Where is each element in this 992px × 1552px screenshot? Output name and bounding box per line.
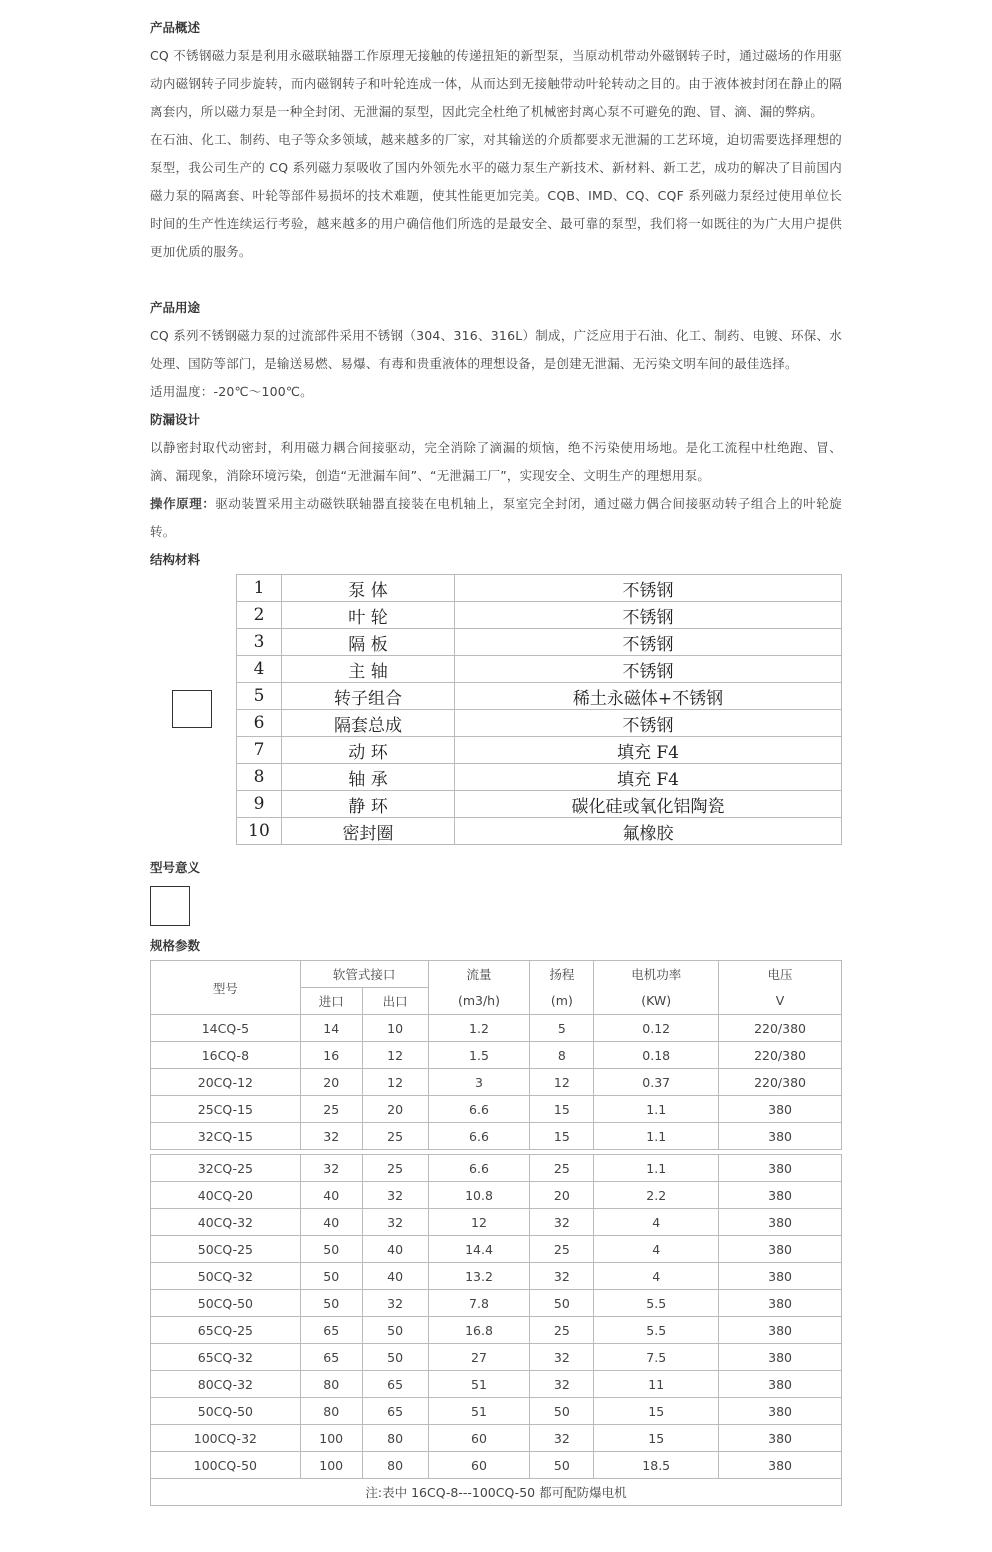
- spec-inlet: 65: [300, 1317, 362, 1344]
- product-content: [150, 14, 842, 1506]
- spec-flow: 16.8: [428, 1317, 530, 1344]
- structure-material: 碳化硅或氧化铝陶瓷: [455, 791, 842, 818]
- spec-power: 4: [594, 1209, 719, 1236]
- spec-inlet: 100: [300, 1452, 362, 1479]
- spec-outlet: 12: [362, 1069, 428, 1096]
- spec-voltage: 380: [719, 1123, 842, 1150]
- spec-inlet: 100: [300, 1425, 362, 1452]
- spec-power: 1.1: [594, 1096, 719, 1123]
- spec-head: 12: [530, 1069, 594, 1096]
- spec-power: 11: [594, 1371, 719, 1398]
- structure-heading: 结构材料: [150, 552, 201, 567]
- spec-outlet: 25: [362, 1123, 428, 1150]
- spec-row: [151, 1344, 842, 1371]
- spec-inlet: 80: [300, 1371, 362, 1398]
- spec-flow: 14.4: [428, 1236, 530, 1263]
- structure-material: 不锈钢: [455, 602, 842, 629]
- spec-inlet: 50: [300, 1263, 362, 1290]
- spec-row: [151, 1371, 842, 1398]
- spec-model: 100CQ-50: [151, 1452, 301, 1479]
- spec-voltage: 380: [719, 1344, 842, 1371]
- spec-head: 25: [530, 1236, 594, 1263]
- spec-outlet: 20: [362, 1096, 428, 1123]
- spec-model: 50CQ-50: [151, 1398, 301, 1425]
- spec-flow: 27: [428, 1344, 530, 1371]
- structure-part: 隔套总成: [282, 710, 455, 737]
- structure-part: 叶 轮: [282, 602, 455, 629]
- spec-head: 32: [530, 1209, 594, 1236]
- spec-header-row: [151, 961, 842, 988]
- spec-flow: 10.8: [428, 1182, 530, 1209]
- spec-row: [151, 1290, 842, 1317]
- spec-inlet: 40: [300, 1209, 362, 1236]
- header-head-unit: (m): [530, 988, 594, 1015]
- spec-outlet: 40: [362, 1236, 428, 1263]
- spec-voltage: 380: [719, 1425, 842, 1452]
- structure-material: 不锈钢: [455, 629, 842, 656]
- spec-voltage: 380: [719, 1317, 842, 1344]
- structure-row: [237, 629, 842, 656]
- spec-flow: 60: [428, 1425, 530, 1452]
- spec-flow: 1.5: [428, 1042, 530, 1069]
- spec-outlet: 32: [362, 1290, 428, 1317]
- spec-voltage: 220/380: [719, 1015, 842, 1042]
- spec-head: 32: [530, 1425, 594, 1452]
- spec-inlet: 16: [300, 1042, 362, 1069]
- header-power: 电机功率: [594, 961, 719, 988]
- structure-row: [237, 683, 842, 710]
- structure-no: 5: [237, 683, 282, 710]
- spec-inlet: 40: [300, 1182, 362, 1209]
- structure-material: 填充 F4: [455, 764, 842, 791]
- spec-flow: 7.8: [428, 1290, 530, 1317]
- spec-model: 100CQ-32: [151, 1425, 301, 1452]
- structure-row: [237, 818, 842, 845]
- leakproof-text: 以静密封取代动密封，利用磁力耦合间接驱动，完全消除了滴漏的烦恼，绝不污染使用场地。是化工流程中杜绝跑、冒、滴、漏现象，消除环境污染，创造“无泄漏车间”、“无泄漏工厂”，实现安全、文明生产的理想用泵。: [150, 440, 842, 483]
- spec-row: [151, 1155, 842, 1182]
- spec-head: 20: [530, 1182, 594, 1209]
- overview-paragraph-2: 在石油、化工、制药、电子等众多领域，越来越多的厂家，对其输送的介质都要求无泄漏的工艺环境，迫切需要选择理想的泵型，我公司生产的 CQ 系列磁力泵吸收了国内外领先水平的磁力泵生产新技术、新材料、新工艺，成功的解决了目前国内磁力泵的隔离套、叶轮等部件易损坏的技术难题，使其性能更加完美。CQB、IMD、CQ、CQF 系列磁力泵经过使用单位长时间的生产性连续运行考验，越来越多的用户确信他们所选的是最安全、最可靠的泵型，我们将一如既往的为广大用户提供更加优质的服务。: [150, 132, 842, 259]
- spec-voltage: 380: [719, 1096, 842, 1123]
- spec-row: [151, 1182, 842, 1209]
- usage-heading: 产品用途: [150, 300, 201, 315]
- spec-flow: 51: [428, 1398, 530, 1425]
- header-outlet: 出口: [362, 988, 428, 1015]
- spec-outlet: 50: [362, 1344, 428, 1371]
- spec-row: [151, 1123, 842, 1150]
- spec-voltage: 380: [719, 1236, 842, 1263]
- spec-flow: 6.6: [428, 1096, 530, 1123]
- spec-inlet: 50: [300, 1236, 362, 1263]
- principle-label: 操作原理：: [150, 496, 216, 511]
- spec-power: 4: [594, 1236, 719, 1263]
- spec-head: 25: [530, 1317, 594, 1344]
- spec-row: [151, 1236, 842, 1263]
- structure-row: [237, 737, 842, 764]
- structure-row: [237, 764, 842, 791]
- spec-model: 40CQ-32: [151, 1209, 301, 1236]
- spec-model: 50CQ-25: [151, 1236, 301, 1263]
- structure-part: 泵 体: [282, 575, 455, 602]
- header-head: 扬程: [530, 961, 594, 988]
- spec-inlet: 14: [300, 1015, 362, 1042]
- spec-head: 32: [530, 1344, 594, 1371]
- spec-outlet: 32: [362, 1209, 428, 1236]
- spec-row: [151, 1096, 842, 1123]
- spec-inlet: 50: [300, 1290, 362, 1317]
- spec-note: 注:表中 16CQ-8---100CQ-50 都可配防爆电机: [151, 1479, 842, 1506]
- principle-text: [150, 490, 842, 546]
- spec-head: 15: [530, 1096, 594, 1123]
- spec-voltage: 220/380: [719, 1069, 842, 1096]
- structure-row: [237, 656, 842, 683]
- structure-part: 密封圈: [282, 818, 455, 845]
- spec-voltage: 380: [719, 1452, 842, 1479]
- spec-outlet: 80: [362, 1425, 428, 1452]
- spec-row: [151, 1069, 842, 1096]
- spec-flow: 1.2: [428, 1015, 530, 1042]
- spec-inlet: 32: [300, 1155, 362, 1182]
- header-voltage: 电压: [719, 961, 842, 988]
- spec-voltage: 220/380: [719, 1042, 842, 1069]
- structure-part: 动 环: [282, 737, 455, 764]
- spec-voltage: 380: [719, 1155, 842, 1182]
- spec-outlet: 80: [362, 1452, 428, 1479]
- spec-outlet: 65: [362, 1398, 428, 1425]
- spec-row: [151, 1452, 842, 1479]
- header-inlet: 进口: [300, 988, 362, 1015]
- leakproof-heading: 防漏设计: [150, 412, 201, 427]
- spec-flow: 12: [428, 1209, 530, 1236]
- structure-material: 氟橡胶: [455, 818, 842, 845]
- structure-material: 不锈钢: [455, 656, 842, 683]
- structure-no: 7: [237, 737, 282, 764]
- spec-outlet: 25: [362, 1155, 428, 1182]
- spec-voltage: 380: [719, 1209, 842, 1236]
- spec-model: 16CQ-8: [151, 1042, 301, 1069]
- structure-part: 转子组合: [282, 683, 455, 710]
- spec-power: 15: [594, 1425, 719, 1452]
- structure-part: 轴 承: [282, 764, 455, 791]
- spec-head: 32: [530, 1371, 594, 1398]
- spec-power: 0.37: [594, 1069, 719, 1096]
- header-flow-unit: (m3/h): [428, 988, 530, 1015]
- spec-voltage: 380: [719, 1371, 842, 1398]
- spec-power: 5.5: [594, 1290, 719, 1317]
- structure-section: [150, 574, 842, 846]
- spec-power: 5.5: [594, 1317, 719, 1344]
- structure-row: [237, 575, 842, 602]
- spec-power: 0.12: [594, 1015, 719, 1042]
- spec-model: 80CQ-32: [151, 1371, 301, 1398]
- spec-power: 18.5: [594, 1452, 719, 1479]
- spec-head: 50: [530, 1452, 594, 1479]
- spec-voltage: 380: [719, 1182, 842, 1209]
- spec-outlet: 10: [362, 1015, 428, 1042]
- spec-note-row: [151, 1479, 842, 1506]
- spec-power: 7.5: [594, 1344, 719, 1371]
- usage-temperature: 适用温度：-20℃～100℃。: [150, 384, 313, 399]
- spec-flow: 60: [428, 1452, 530, 1479]
- usage-text: CQ 系列不锈钢磁力泵的过流部件采用不锈钢（304、316、316L）制成，广泛应用于石油、化工、制药、电镀、环保、水处理、国防等部门，是输送易燃、易爆、有毒和贵重液体的理想设备，是创建无泄漏、无污染文明车间的最佳选择。: [150, 328, 842, 371]
- header-hose: 软管式接口: [300, 961, 428, 988]
- structure-part: 隔 板: [282, 629, 455, 656]
- spec-model: 65CQ-32: [151, 1344, 301, 1371]
- spec-head: 25: [530, 1155, 594, 1182]
- spec-voltage: 380: [719, 1263, 842, 1290]
- spec-model: 65CQ-25: [151, 1317, 301, 1344]
- structure-no: 6: [237, 710, 282, 737]
- model-meaning-image-placeholder: [150, 886, 190, 926]
- structure-part: 主 轴: [282, 656, 455, 683]
- overview-heading: 产品概述: [150, 20, 201, 35]
- structure-no: 4: [237, 656, 282, 683]
- spec-inlet: 32: [300, 1123, 362, 1150]
- spec-model: 50CQ-50: [151, 1290, 301, 1317]
- spec-head: 32: [530, 1263, 594, 1290]
- spec-model: 14CQ-5: [151, 1015, 301, 1042]
- spec-power: 15: [594, 1398, 719, 1425]
- spec-flow: 13.2: [428, 1263, 530, 1290]
- structure-row: [237, 602, 842, 629]
- spec-voltage: 380: [719, 1398, 842, 1425]
- structure-row: [237, 791, 842, 818]
- structure-material: 填充 F4: [455, 737, 842, 764]
- structure-image-placeholder: [172, 690, 212, 728]
- spec-inlet: 65: [300, 1344, 362, 1371]
- spec-head: 8: [530, 1042, 594, 1069]
- principle-body: 驱动装置采用主动磁铁联轴器直接装在电机轴上，泵室完全封闭，通过磁力偶合间接驱动转子组合上的叶轮旋转。: [150, 496, 842, 539]
- spec-table: [150, 960, 842, 1506]
- structure-no: 8: [237, 764, 282, 791]
- structure-table: [236, 574, 842, 845]
- spec-head: 5: [530, 1015, 594, 1042]
- spec-row: [151, 1209, 842, 1236]
- spec-outlet: 65: [362, 1371, 428, 1398]
- structure-material: 不锈钢: [455, 710, 842, 737]
- spec-voltage: 380: [719, 1290, 842, 1317]
- spec-outlet: 50: [362, 1317, 428, 1344]
- structure-no: 3: [237, 629, 282, 656]
- header-voltage-unit: V: [719, 988, 842, 1015]
- spec-flow: 6.6: [428, 1123, 530, 1150]
- structure-part: 静 环: [282, 791, 455, 818]
- spec-flow: 51: [428, 1371, 530, 1398]
- spec-model: 20CQ-12: [151, 1069, 301, 1096]
- spec-inlet: 80: [300, 1398, 362, 1425]
- spec-outlet: 32: [362, 1182, 428, 1209]
- header-power-unit: (KW): [594, 988, 719, 1015]
- spec-power: 0.18: [594, 1042, 719, 1069]
- spec-row: [151, 1425, 842, 1452]
- spec-row: [151, 1042, 842, 1069]
- structure-row: [237, 710, 842, 737]
- spec-row: [151, 1398, 842, 1425]
- spec-power: 1.1: [594, 1123, 719, 1150]
- spec-outlet: 40: [362, 1263, 428, 1290]
- spec-head: 50: [530, 1398, 594, 1425]
- spec-inlet: 20: [300, 1069, 362, 1096]
- structure-material: 不锈钢: [455, 575, 842, 602]
- spec-heading: 规格参数: [150, 938, 201, 953]
- spec-power: 1.1: [594, 1155, 719, 1182]
- header-flow: 流量: [428, 961, 530, 988]
- structure-no: 9: [237, 791, 282, 818]
- header-model: 型号: [151, 961, 301, 1015]
- spec-row: [151, 1015, 842, 1042]
- spec-model: 25CQ-15: [151, 1096, 301, 1123]
- spec-inlet: 25: [300, 1096, 362, 1123]
- spec-outlet: 12: [362, 1042, 428, 1069]
- spec-model: 40CQ-20: [151, 1182, 301, 1209]
- spec-model: 32CQ-25: [151, 1155, 301, 1182]
- structure-no: 1: [237, 575, 282, 602]
- spec-flow: 6.6: [428, 1155, 530, 1182]
- spec-head: 50: [530, 1290, 594, 1317]
- structure-no: 2: [237, 602, 282, 629]
- model-meaning-heading: 型号意义: [150, 860, 201, 875]
- structure-material: 稀土永磁体+不锈钢: [455, 683, 842, 710]
- spec-row: [151, 1317, 842, 1344]
- spec-row: [151, 1263, 842, 1290]
- structure-no: 10: [237, 818, 282, 845]
- spec-model: 32CQ-15: [151, 1123, 301, 1150]
- spec-model: 50CQ-32: [151, 1263, 301, 1290]
- spec-power: 4: [594, 1263, 719, 1290]
- spec-head: 15: [530, 1123, 594, 1150]
- spec-power: 2.2: [594, 1182, 719, 1209]
- overview-paragraph-1: CQ 不锈钢磁力泵是利用永磁联轴器工作原理无接触的传递扭矩的新型泵，当原动机带动外磁钢转子时，通过磁场的作用驱动内磁钢转子同步旋转，而内磁钢转子和叶轮连成一体，从而达到无接触带动叶轮转动之目的。由于液体被封闭在静止的隔离套内，所以磁力泵是一种全封闭、无泄漏的泵型，因此完全杜绝了机械密封离心泵不可避免的跑、冒、滴、漏的弊病。: [150, 48, 842, 119]
- spec-flow: 3: [428, 1069, 530, 1096]
